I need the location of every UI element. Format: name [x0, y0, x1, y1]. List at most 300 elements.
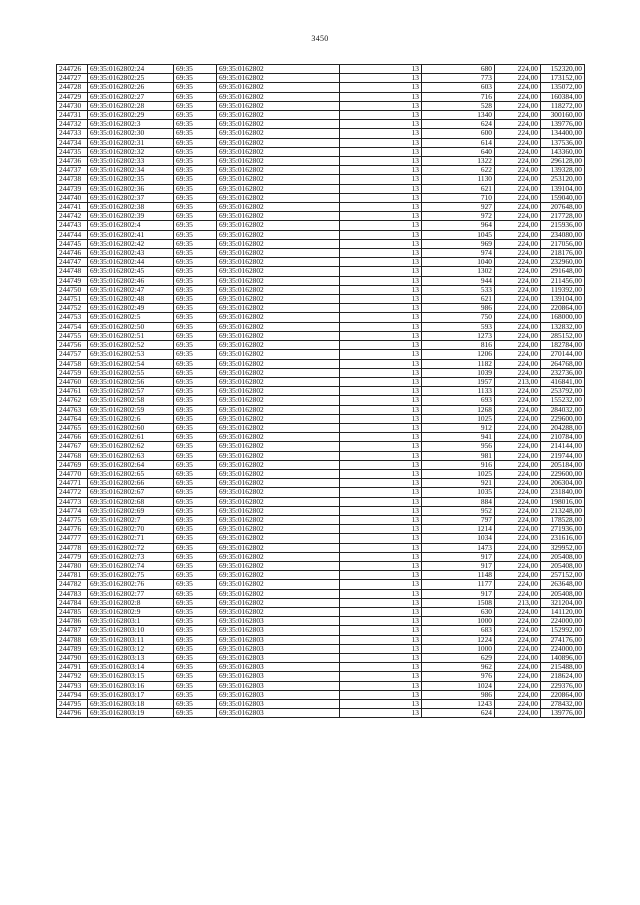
- block-cell: 69:35:0162803: [217, 626, 340, 635]
- value-cell: 271936,00: [541, 525, 585, 534]
- area-cell: 621: [422, 295, 495, 304]
- value-cell: 234080,00: [541, 230, 585, 239]
- area-cell: 1177: [422, 580, 495, 589]
- quarter-cell: 69:35: [174, 525, 217, 534]
- rate-cell: 224,00: [495, 387, 541, 396]
- table-row: [57, 138, 585, 147]
- cadastral-number-cell: 69:35:0162802:36: [88, 184, 174, 193]
- rate-cell: 213,00: [495, 598, 541, 607]
- quarter-cell: 69:35: [174, 709, 217, 718]
- area-cell: 1039: [422, 368, 495, 377]
- value-cell: 139776,00: [541, 709, 585, 718]
- block-cell: 69:35:0162803: [217, 617, 340, 626]
- area-cell: 1214: [422, 525, 495, 534]
- category-cell: 13: [340, 598, 422, 607]
- row-id-cell: 244769: [57, 460, 88, 469]
- block-cell: 69:35:0162802: [217, 405, 340, 414]
- quarter-cell: 69:35: [174, 598, 217, 607]
- value-cell: 217056,00: [541, 239, 585, 248]
- area-cell: 964: [422, 221, 495, 230]
- block-cell: 69:35:0162802: [217, 515, 340, 524]
- value-cell: 134400,00: [541, 129, 585, 138]
- quarter-cell: 69:35: [174, 377, 217, 386]
- quarter-cell: 69:35: [174, 617, 217, 626]
- category-cell: 13: [340, 709, 422, 718]
- table-row: [57, 442, 585, 451]
- rate-cell: 224,00: [495, 212, 541, 221]
- value-cell: 231840,00: [541, 488, 585, 497]
- value-cell: 168000,00: [541, 313, 585, 322]
- rate-cell: 224,00: [495, 368, 541, 377]
- area-cell: 921: [422, 479, 495, 488]
- cadastral-number-cell: 69:35:0162803:16: [88, 681, 174, 690]
- quarter-cell: 69:35: [174, 571, 217, 580]
- area-cell: 533: [422, 285, 495, 294]
- area-cell: 816: [422, 341, 495, 350]
- table-row: [57, 203, 585, 212]
- block-cell: 69:35:0162802: [217, 561, 340, 570]
- block-cell: 69:35:0162802: [217, 83, 340, 92]
- quarter-cell: 69:35: [174, 65, 217, 74]
- category-cell: 13: [340, 423, 422, 432]
- area-cell: 528: [422, 101, 495, 110]
- block-cell: 69:35:0162802: [217, 166, 340, 175]
- row-id-cell: 244781: [57, 571, 88, 580]
- quarter-cell: 69:35: [174, 423, 217, 432]
- row-id-cell: 244783: [57, 589, 88, 598]
- rate-cell: 224,00: [495, 249, 541, 258]
- quarter-cell: 69:35: [174, 285, 217, 294]
- block-cell: 69:35:0162802: [217, 350, 340, 359]
- cadastral-number-cell: 69:35:0162802:9: [88, 607, 174, 616]
- area-cell: 917: [422, 561, 495, 570]
- value-cell: 205184,00: [541, 460, 585, 469]
- cadastral-number-cell: 69:35:0162802:46: [88, 276, 174, 285]
- quarter-cell: 69:35: [174, 414, 217, 423]
- quarter-cell: 69:35: [174, 488, 217, 497]
- block-cell: 69:35:0162802: [217, 249, 340, 258]
- row-id-cell: 244791: [57, 663, 88, 672]
- area-cell: 640: [422, 147, 495, 156]
- table-row: [57, 497, 585, 506]
- row-id-cell: 244727: [57, 74, 88, 83]
- cadastral-number-cell: 69:35:0162802:53: [88, 350, 174, 359]
- area-cell: 624: [422, 709, 495, 718]
- cadastral-number-cell: 69:35:0162803:13: [88, 654, 174, 663]
- area-cell: 773: [422, 74, 495, 83]
- row-id-cell: 244731: [57, 111, 88, 120]
- rate-cell: 224,00: [495, 635, 541, 644]
- value-cell: 220864,00: [541, 304, 585, 313]
- block-cell: 69:35:0162802: [217, 396, 340, 405]
- category-cell: 13: [340, 525, 422, 534]
- value-cell: 229600,00: [541, 414, 585, 423]
- row-id-cell: 244788: [57, 635, 88, 644]
- block-cell: 69:35:0162802: [217, 433, 340, 442]
- table-row: [57, 690, 585, 699]
- area-cell: 912: [422, 423, 495, 432]
- cadastral-number-cell: 69:35:0162802:74: [88, 561, 174, 570]
- rate-cell: 224,00: [495, 479, 541, 488]
- rate-cell: 224,00: [495, 304, 541, 313]
- quarter-cell: 69:35: [174, 405, 217, 414]
- quarter-cell: 69:35: [174, 396, 217, 405]
- rate-cell: 224,00: [495, 101, 541, 110]
- row-id-cell: 244740: [57, 193, 88, 202]
- cadastral-number-cell: 69:35:0162802:50: [88, 322, 174, 331]
- block-cell: 69:35:0162802: [217, 92, 340, 101]
- cadastral-number-cell: 69:35:0162802:68: [88, 497, 174, 506]
- value-cell: 416841,00: [541, 377, 585, 386]
- row-id-cell: 244776: [57, 525, 88, 534]
- value-cell: 160384,00: [541, 92, 585, 101]
- value-cell: 139776,00: [541, 120, 585, 129]
- quarter-cell: 69:35: [174, 83, 217, 92]
- value-cell: 224000,00: [541, 644, 585, 653]
- quarter-cell: 69:35: [174, 138, 217, 147]
- category-cell: 13: [340, 101, 422, 110]
- block-cell: 69:35:0162802: [217, 101, 340, 110]
- table-row: [57, 111, 585, 120]
- cadastral-number-cell: 69:35:0162802:45: [88, 267, 174, 276]
- rate-cell: 224,00: [495, 506, 541, 515]
- table-row: [57, 543, 585, 552]
- area-cell: 614: [422, 138, 495, 147]
- table-row: [57, 147, 585, 156]
- area-cell: 1000: [422, 617, 495, 626]
- table-row: [57, 396, 585, 405]
- cadastral-number-cell: 69:35:0162802:8: [88, 598, 174, 607]
- value-cell: 214144,00: [541, 442, 585, 451]
- category-cell: 13: [340, 65, 422, 74]
- quarter-cell: 69:35: [174, 258, 217, 267]
- block-cell: 69:35:0162802: [217, 230, 340, 239]
- table-row: [57, 184, 585, 193]
- quarter-cell: 69:35: [174, 654, 217, 663]
- area-cell: 716: [422, 92, 495, 101]
- cadastral-number-cell: 69:35:0162802:76: [88, 580, 174, 589]
- cadastral-number-cell: 69:35:0162802:28: [88, 101, 174, 110]
- category-cell: 13: [340, 230, 422, 239]
- row-id-cell: 244761: [57, 387, 88, 396]
- area-cell: 1224: [422, 635, 495, 644]
- category-cell: 13: [340, 644, 422, 653]
- rate-cell: 224,00: [495, 488, 541, 497]
- value-cell: 155232,00: [541, 396, 585, 405]
- value-cell: 140896,00: [541, 654, 585, 663]
- block-cell: 69:35:0162802: [217, 368, 340, 377]
- value-cell: 213248,00: [541, 506, 585, 515]
- table-row: [57, 663, 585, 672]
- table-row: [57, 709, 585, 718]
- rate-cell: 224,00: [495, 654, 541, 663]
- category-cell: 13: [340, 111, 422, 120]
- table-row: [57, 304, 585, 313]
- category-cell: 13: [340, 589, 422, 598]
- category-cell: 13: [340, 469, 422, 478]
- table-row: [57, 561, 585, 570]
- quarter-cell: 69:35: [174, 515, 217, 524]
- value-cell: 219744,00: [541, 451, 585, 460]
- cadastral-number-cell: 69:35:0162802:38: [88, 203, 174, 212]
- row-id-cell: 244789: [57, 644, 88, 653]
- value-cell: 257152,00: [541, 571, 585, 580]
- table-row: [57, 700, 585, 709]
- row-id-cell: 244760: [57, 377, 88, 386]
- quarter-cell: 69:35: [174, 607, 217, 616]
- block-cell: 69:35:0162802: [217, 607, 340, 616]
- rate-cell: 224,00: [495, 672, 541, 681]
- category-cell: 13: [340, 322, 422, 331]
- cadastral-number-cell: 69:35:0162802:69: [88, 506, 174, 515]
- page-number: 3450: [311, 34, 329, 43]
- block-cell: 69:35:0162802: [217, 571, 340, 580]
- block-cell: 69:35:0162802: [217, 120, 340, 129]
- cadastral-number-cell: 69:35:0162802:24: [88, 65, 174, 74]
- rate-cell: 224,00: [495, 396, 541, 405]
- quarter-cell: 69:35: [174, 589, 217, 598]
- category-cell: 13: [340, 552, 422, 561]
- rate-cell: 224,00: [495, 157, 541, 166]
- table-row: [57, 571, 585, 580]
- quarter-cell: 69:35: [174, 469, 217, 478]
- block-cell: 69:35:0162803: [217, 690, 340, 699]
- value-cell: 152320,00: [541, 65, 585, 74]
- row-id-cell: 244775: [57, 515, 88, 524]
- value-cell: 139328,00: [541, 166, 585, 175]
- table-row: [57, 175, 585, 184]
- value-cell: 224000,00: [541, 617, 585, 626]
- category-cell: 13: [340, 147, 422, 156]
- cadastral-number-cell: 69:35:0162802:49: [88, 304, 174, 313]
- cadastral-number-cell: 69:35:0162802:39: [88, 212, 174, 221]
- block-cell: 69:35:0162802: [217, 359, 340, 368]
- category-cell: 13: [340, 488, 422, 497]
- category-cell: 13: [340, 184, 422, 193]
- area-cell: 1340: [422, 111, 495, 120]
- block-cell: 69:35:0162802: [217, 341, 340, 350]
- block-cell: 69:35:0162802: [217, 267, 340, 276]
- value-cell: 132832,00: [541, 322, 585, 331]
- block-cell: 69:35:0162802: [217, 203, 340, 212]
- category-cell: 13: [340, 285, 422, 294]
- row-id-cell: 244765: [57, 423, 88, 432]
- rate-cell: 224,00: [495, 663, 541, 672]
- block-cell: 69:35:0162802: [217, 442, 340, 451]
- area-cell: 1000: [422, 644, 495, 653]
- block-cell: 69:35:0162802: [217, 552, 340, 561]
- area-cell: 981: [422, 451, 495, 460]
- table-row: [57, 230, 585, 239]
- area-cell: 969: [422, 239, 495, 248]
- row-id-cell: 244786: [57, 617, 88, 626]
- cadastral-number-cell: 69:35:0162802:63: [88, 451, 174, 460]
- area-cell: 1268: [422, 405, 495, 414]
- cadastral-number-cell: 69:35:0162803:14: [88, 663, 174, 672]
- category-cell: 13: [340, 341, 422, 350]
- table-row: [57, 285, 585, 294]
- rate-cell: 224,00: [495, 203, 541, 212]
- block-cell: 69:35:0162802: [217, 65, 340, 74]
- quarter-cell: 69:35: [174, 350, 217, 359]
- block-cell: 69:35:0162802: [217, 598, 340, 607]
- table-row: [57, 368, 585, 377]
- rate-cell: 224,00: [495, 580, 541, 589]
- category-cell: 13: [340, 580, 422, 589]
- area-cell: 1206: [422, 350, 495, 359]
- rate-cell: 224,00: [495, 184, 541, 193]
- rate-cell: 224,00: [495, 166, 541, 175]
- category-cell: 13: [340, 175, 422, 184]
- cadastral-number-cell: 69:35:0162802:58: [88, 396, 174, 405]
- cadastral-number-cell: 69:35:0162802:27: [88, 92, 174, 101]
- area-cell: 941: [422, 433, 495, 442]
- category-cell: 13: [340, 258, 422, 267]
- rate-cell: 224,00: [495, 295, 541, 304]
- block-cell: 69:35:0162802: [217, 285, 340, 294]
- block-cell: 69:35:0162802: [217, 414, 340, 423]
- block-cell: 69:35:0162802: [217, 74, 340, 83]
- quarter-cell: 69:35: [174, 341, 217, 350]
- row-id-cell: 244778: [57, 543, 88, 552]
- category-cell: 13: [340, 617, 422, 626]
- value-cell: 284032,00: [541, 405, 585, 414]
- category-cell: 13: [340, 442, 422, 451]
- rate-cell: 224,00: [495, 534, 541, 543]
- table-row: [57, 221, 585, 230]
- block-cell: 69:35:0162802: [217, 184, 340, 193]
- area-cell: 622: [422, 166, 495, 175]
- table-row: [57, 212, 585, 221]
- quarter-cell: 69:35: [174, 74, 217, 83]
- quarter-cell: 69:35: [174, 120, 217, 129]
- value-cell: 285152,00: [541, 331, 585, 340]
- category-cell: 13: [340, 249, 422, 258]
- area-cell: 693: [422, 396, 495, 405]
- row-id-cell: 244777: [57, 534, 88, 543]
- value-cell: 215936,00: [541, 221, 585, 230]
- category-cell: 13: [340, 138, 422, 147]
- quarter-cell: 69:35: [174, 322, 217, 331]
- table-row: [57, 239, 585, 248]
- area-cell: 1025: [422, 469, 495, 478]
- cadastral-number-cell: 69:35:0162802:62: [88, 442, 174, 451]
- quarter-cell: 69:35: [174, 313, 217, 322]
- table-row: [57, 120, 585, 129]
- quarter-cell: 69:35: [174, 221, 217, 230]
- table-row: [57, 534, 585, 543]
- table-row: [57, 506, 585, 515]
- area-cell: 1130: [422, 175, 495, 184]
- quarter-cell: 69:35: [174, 700, 217, 709]
- area-cell: 593: [422, 322, 495, 331]
- rate-cell: 224,00: [495, 644, 541, 653]
- quarter-cell: 69:35: [174, 451, 217, 460]
- block-cell: 69:35:0162802: [217, 212, 340, 221]
- category-cell: 13: [340, 451, 422, 460]
- row-id-cell: 244730: [57, 101, 88, 110]
- block-cell: 69:35:0162802: [217, 377, 340, 386]
- table-row: [57, 460, 585, 469]
- value-cell: 182784,00: [541, 341, 585, 350]
- area-cell: 986: [422, 690, 495, 699]
- quarter-cell: 69:35: [174, 663, 217, 672]
- row-id-cell: 244744: [57, 230, 88, 239]
- block-cell: 69:35:0162802: [217, 331, 340, 340]
- quarter-cell: 69:35: [174, 534, 217, 543]
- row-id-cell: 244768: [57, 451, 88, 460]
- rate-cell: 224,00: [495, 626, 541, 635]
- table-row: [57, 617, 585, 626]
- area-cell: 1045: [422, 230, 495, 239]
- rate-cell: 224,00: [495, 571, 541, 580]
- area-cell: 683: [422, 626, 495, 635]
- block-cell: 69:35:0162803: [217, 635, 340, 644]
- table-row: [57, 313, 585, 322]
- rate-cell: 224,00: [495, 276, 541, 285]
- rate-cell: 224,00: [495, 92, 541, 101]
- area-cell: 944: [422, 276, 495, 285]
- area-cell: 956: [422, 442, 495, 451]
- rate-cell: 224,00: [495, 267, 541, 276]
- cadastral-number-cell: 69:35:0162802:48: [88, 295, 174, 304]
- row-id-cell: 244753: [57, 313, 88, 322]
- area-cell: 1508: [422, 598, 495, 607]
- rate-cell: 224,00: [495, 700, 541, 709]
- rate-cell: 224,00: [495, 405, 541, 414]
- block-cell: 69:35:0162802: [217, 525, 340, 534]
- value-cell: 229600,00: [541, 469, 585, 478]
- value-cell: 300160,00: [541, 111, 585, 120]
- block-cell: 69:35:0162802: [217, 469, 340, 478]
- category-cell: 13: [340, 497, 422, 506]
- area-cell: 1133: [422, 387, 495, 396]
- value-cell: 291648,00: [541, 267, 585, 276]
- block-cell: 69:35:0162802: [217, 488, 340, 497]
- table-row: [57, 414, 585, 423]
- cadastral-number-cell: 69:35:0162802:59: [88, 405, 174, 414]
- block-cell: 69:35:0162802: [217, 460, 340, 469]
- quarter-cell: 69:35: [174, 497, 217, 506]
- quarter-cell: 69:35: [174, 690, 217, 699]
- quarter-cell: 69:35: [174, 101, 217, 110]
- category-cell: 13: [340, 157, 422, 166]
- value-cell: 118272,00: [541, 101, 585, 110]
- table-row: [57, 322, 585, 331]
- value-cell: 159040,00: [541, 193, 585, 202]
- quarter-cell: 69:35: [174, 368, 217, 377]
- value-cell: 119392,00: [541, 285, 585, 294]
- table-row: [57, 451, 585, 460]
- rate-cell: 213,00: [495, 377, 541, 386]
- cadastral-number-cell: 69:35:0162802:26: [88, 83, 174, 92]
- rate-cell: 224,00: [495, 515, 541, 524]
- cadastral-number-cell: 69:35:0162802:4: [88, 221, 174, 230]
- table-row: [57, 405, 585, 414]
- row-id-cell: 244734: [57, 138, 88, 147]
- row-id-cell: 244756: [57, 341, 88, 350]
- value-cell: 139104,00: [541, 184, 585, 193]
- area-cell: 927: [422, 203, 495, 212]
- row-id-cell: 244762: [57, 396, 88, 405]
- value-cell: 232960,00: [541, 258, 585, 267]
- area-cell: 976: [422, 672, 495, 681]
- quarter-cell: 69:35: [174, 580, 217, 589]
- category-cell: 13: [340, 304, 422, 313]
- rate-cell: 224,00: [495, 331, 541, 340]
- value-cell: 274176,00: [541, 635, 585, 644]
- value-cell: 229376,00: [541, 681, 585, 690]
